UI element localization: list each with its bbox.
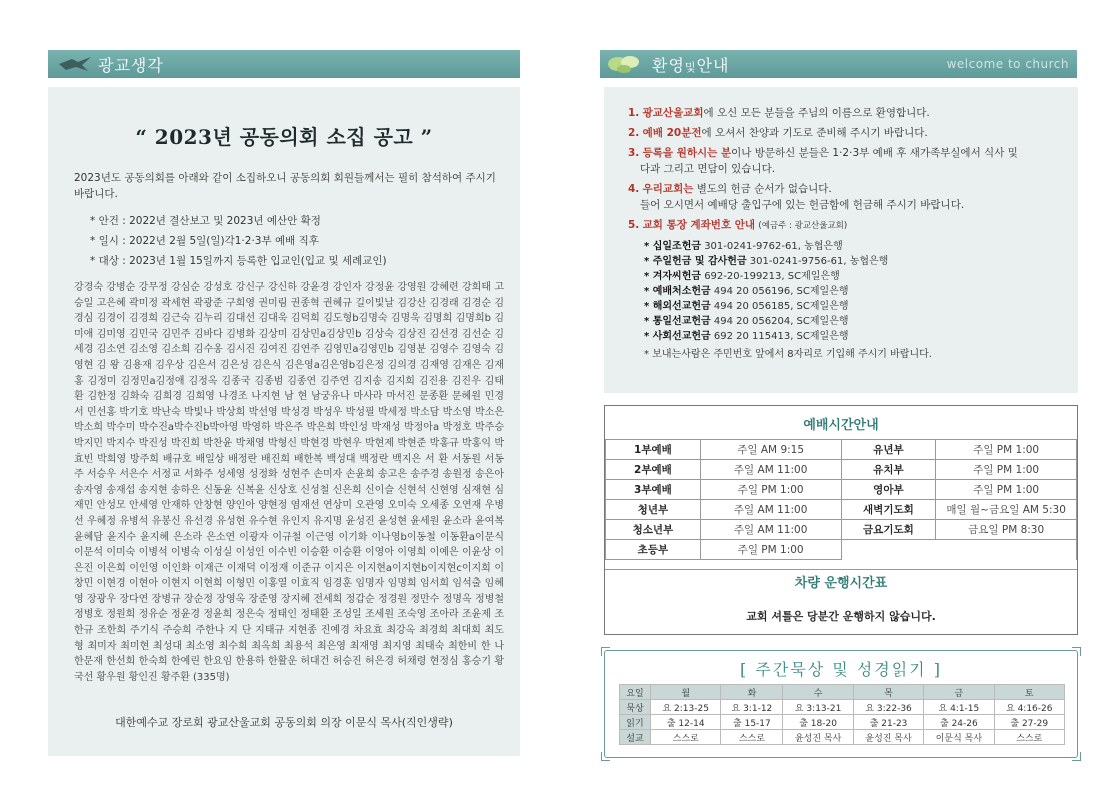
right-header-title <box>652 53 729 76</box>
welcome-small: (예금주 : 광교산울교회) <box>758 221 848 231</box>
notice-items <box>90 211 387 271</box>
welcome-em: 등록을 원하시는 분 <box>642 147 732 159</box>
worship-table <box>605 439 1077 560</box>
worship-name: 1부예배 <box>606 440 701 460</box>
corner-ornament <box>1072 647 1081 656</box>
account-label: * 해외선교헌금 <box>644 301 711 312</box>
row-label: 묵상 <box>620 700 651 715</box>
account-line <box>644 282 849 297</box>
worship-name: 청년부 <box>606 500 701 520</box>
leaf-icon <box>606 52 646 76</box>
account-line <box>644 237 843 252</box>
vehicle-section <box>605 569 1077 636</box>
header-title-end: 안내 <box>696 55 730 75</box>
account-label: * 사회선교헌금 <box>644 331 711 342</box>
worship-time: 주일 PM 1:00 <box>700 480 841 500</box>
table-header-cell: 토 <box>994 685 1064 700</box>
worship-name: 3부예배 <box>606 480 701 500</box>
table-cell: 출 24-26 <box>924 715 994 730</box>
account-value: 494 20 056185, SC제일은행 <box>710 301 849 312</box>
worship-name: 영아부 <box>841 480 936 500</box>
table-cell: 이문식 목사 <box>924 730 994 745</box>
account-label: * 주일헌금 및 감사헌금 <box>644 256 747 267</box>
table-row <box>620 730 1065 745</box>
worship-time: 주일 PM 1:00 <box>936 480 1077 500</box>
table-row <box>606 540 1077 560</box>
notice-item-target: * 대상 : 2023년 1월 15일까지 등록한 입교인(입교 및 세례교인) <box>90 255 387 267</box>
account-value: 494 20 056204, SC제일은행 <box>710 316 849 327</box>
notice-intro: 2023년도 공동의회를 아래와 같이 소집하오니 공동의회 회원들께서는 필히 참석하여 주시기 바랍니다. <box>74 172 496 200</box>
welcome-em: 교회 통장 계좌번호 안내 <box>642 219 756 231</box>
table-row <box>606 480 1077 500</box>
table-cell: 요 2:13-25 <box>651 700 721 715</box>
worship-name: 새벽기도회 <box>841 500 936 520</box>
worship-time: 주일 PM 1:00 <box>936 460 1077 480</box>
notice-item-agenda: * 안건 : 2022년 결산보고 및 2023년 예산안 확정 <box>90 215 321 227</box>
worship-time: 주일 PM 1:00 <box>936 440 1077 460</box>
welcome-rest: 에 오신 모든 분들을 주님의 이름으로 환영합니다. <box>703 107 930 119</box>
welcome-item <box>628 125 928 140</box>
corner-ornament <box>601 647 610 656</box>
account-label: * 통일선교헌금 <box>644 316 711 327</box>
account-value: 494 20 056196, SC제일은행 <box>710 286 849 297</box>
row-label: 설교 <box>620 730 651 745</box>
welcome-rest: 이나 방문하신 분들은 1·2·3부 예배 후 새가족부실에서 식사 및 <box>731 147 1018 159</box>
table-cell: 요 4:1-15 <box>924 700 994 715</box>
worship-name: 초등부 <box>606 540 701 560</box>
welcome-item <box>628 145 1018 160</box>
worship-name: 금요기도회 <box>841 520 936 540</box>
vehicle-title: 차량 운행시간표 <box>794 576 888 591</box>
welcome-num: 3. <box>628 147 640 159</box>
welcome-panel <box>604 87 1078 393</box>
table-row <box>620 715 1065 730</box>
notice-signature: 대한예수교 장로회 광교산울교회 공동의회 의장 이문식 목사(직인생략) <box>115 716 453 729</box>
worship-name: 2부예배 <box>606 460 701 480</box>
table-header-cell: 수 <box>783 685 853 700</box>
table-cell: 스스로 <box>651 730 721 745</box>
notice-panel <box>48 87 520 756</box>
welcome-item <box>628 217 847 232</box>
header-title-small: 및 <box>684 60 697 74</box>
table-cell: 출 15-17 <box>721 715 783 730</box>
welcome-num: 1. <box>628 107 640 119</box>
meditation-title: [ 주간묵상 및 성경읽기 ] <box>740 660 942 679</box>
corner-ornament <box>1072 752 1081 761</box>
welcome-em: 우리교회는 <box>642 183 694 195</box>
welcome-item-line2: 다과 그리고 면담이 있습니다. <box>640 163 776 175</box>
left-header-title: 광교생각 <box>98 55 164 75</box>
account-line <box>644 267 840 282</box>
table-cell: 요 3:22-36 <box>853 700 923 715</box>
table-header-cell: 목 <box>853 685 923 700</box>
table-cell: 스스로 <box>721 730 783 745</box>
row-label: 읽기 <box>620 715 651 730</box>
welcome-num: 5. <box>628 219 640 231</box>
account-line <box>644 327 849 342</box>
table-header-cell: 요일 <box>620 685 651 700</box>
member-names: 강경숙 강병순 강무정 강심순 강성호 강신구 강신하 강윤경 강인자 강정윤 강영원 강혜련 강희태 고승일 고은혜 곽미정 곽세현 곽광준 구희영 권미림 권종혁 권혜규 길이빛날 김강산 김경래 김경순 김경심 김경이 김경희 김근숙 김누리 김대선 김대욱 김덕희 김도형b김명숙 김명욱 김명희 김명희b 김미애 김미영 김민국 김민주 김바다 김병화 김상미 김상민a김상민b 김상숙 김상진 김선경 김선순 김세경 김소연 김소영 김소희 김수옹 김시진 김여진 김연주 김영민a김영민b 김영분 김영수 김영숙 김영현 김 왕 김용재 김우상 김은서 김은성 김은식 김은영a김은영b김은정 김의경 김재영 김재은 김재홍 김정미 김정민a김정애 김정옥 김종국 김종범 김종연 김주연 김지송 김지희 김진용 김진우 김태환 김한정 김화숙 김희경 김희영 나경조 나지현 남 현 남궁유나 마사라 마서진 문종환 문혜원 민경서 민선홍 박기호 박난숙 박빛나 박상희 박선영 박성경 박성우 박성필 박세정 박소담 박소영 박소은 박소희 박수미 박수진a박수진b박아영 박영하 박은주 박은희 박인성 박재성 박정아a 박정호 박주승 박지민 박지수 박진성 박진희 박찬윤 박채영 박형신 박현경 박현우 박현제 박현준 박홍규 박홍익 박효빈 박희영 방주희 배규호 배일상 배정란 배진희 배한복 백성대 백정란 백지은 서 환 서동원 서동주 서승우 서은수 서정교 서화주 성세영 성정화 성현주 손미자 손윤희 송고은 송주경 송원정 송은아 송자영 송재섭 송지현 송하은 신동윤 신복윤 신상호 신성철 신은희 신이슬 신현석 신현영 심재현 심재민 안성모 안세영 안재하 안창현 양인아 양현정 염재선 연상미 오관영 오미숙 오세종 오연재 우병선 우혜정 유병석 유봉신 유선경 유성현 유수현 유인지 유지명 윤성진 윤성현 윤세원 윤소라 윤여복 윤혜담 윤지수 윤지혜 은소라 은소연 이광자 이규철 이근영 이기화 이나영b이동철 이동환a이문식 이문석 이미숙 이병석 이병숙 이성실 이성인 이수빈 이승환 이승환 이영아 이영희 이예은 이윤상 이은진 이은희 이인영 이인화 이재근 이재덕 이정재 이준규 이지은 이지현a이지현b이지현c이지희 이창민 이현경 이현아 이현지 이현희 이형민 이홍열 이효직 임경훈 임명자 임명희 임서희 임석출 임혜영 장광우 장다연 장병규 장순정 장영옥 장준영 장지혜 전세희 정갑순 정경원 정만수 정명옥 정병철 정병호 정원희 정유순 정윤경 정윤희 정은숙 정태인 정태환 조성일 조세원 조숙영 조아라 조윤제 조한규 조한희 주기식 주승희 주한나 지 단 지태규 지현종 진예경 차요효 최강옥 최경희 최대희 최도형 최미자 최미현 최성대 최소영 최수희 최옥희 최용석 최은영 최재영 최지영 최태숙 최한비 한 나 한문재 한선희 한숙희 한예린 한요임 한용하 한활운 허대건 허승진 허은경 허채령 현정심 홍승기 황국선 황우원 황인진 황주환 (335명) <box>74 282 504 683</box>
table-header-cell: 금 <box>924 685 994 700</box>
right-header <box>600 50 1077 78</box>
worship-time: 매일 월~금요일 AM 5:30 <box>936 500 1077 520</box>
worship-time: 금요일 PM 8:30 <box>936 520 1077 540</box>
worship-time: 주일 AM 11:00 <box>700 520 841 540</box>
welcome-em: 예배 20분전 <box>642 127 702 139</box>
worship-time: 주일 AM 9:15 <box>700 440 841 460</box>
notice-item-date: * 일시 : 2022년 2월 5일(일)각1·2·3부 예배 직후 <box>90 235 319 247</box>
right-header-subtitle: welcome to church <box>946 57 1069 71</box>
table-cell: 출 21-23 <box>853 715 923 730</box>
worship-time: 주일 PM 1:00 <box>700 540 841 560</box>
header-title-main: 환영 <box>652 55 685 75</box>
corner-ornament <box>601 752 610 761</box>
worship-time: 주일 AM 11:00 <box>700 460 841 480</box>
account-value: 692 20 115413, SC제일은행 <box>710 331 849 342</box>
welcome-item <box>628 181 832 196</box>
account-line <box>644 312 849 327</box>
meditation-box <box>604 650 1078 758</box>
welcome-rest: 별도의 헌금 순서가 없습니다. <box>693 183 832 195</box>
worship-title: 예배시간안내 <box>803 418 879 433</box>
worship-name: 유치부 <box>841 460 936 480</box>
worship-schedule <box>604 405 1078 635</box>
worship-name: 유년부 <box>841 440 936 460</box>
welcome-item <box>628 105 930 120</box>
account-label: * 십일조헌금 <box>644 241 702 252</box>
account-line <box>644 297 849 312</box>
welcome-rest: 에 오셔서 찬양과 기도로 준비해 주시기 바랍니다. <box>701 127 928 139</box>
table-cell: 윤성진 목사 <box>853 730 923 745</box>
table-header-row <box>620 685 1065 700</box>
account-line <box>644 252 888 267</box>
bird-icon <box>58 55 92 73</box>
welcome-num: 2. <box>628 127 640 139</box>
table-header-cell: 월 <box>651 685 721 700</box>
account-value: 692-20-199213, SC제일은행 <box>701 271 840 282</box>
welcome-item-line2: 들어 오시면서 예배당 출입구에 있는 헌금함에 헌금해 주시기 바랍니다. <box>640 199 965 211</box>
left-header <box>48 50 520 78</box>
account-label: * 겨자씨헌금 <box>644 271 702 282</box>
table-cell: 스스로 <box>994 730 1064 745</box>
table-cell: 요 4:16-26 <box>994 700 1064 715</box>
table-cell: 요 3:1-12 <box>721 700 783 715</box>
table-row <box>620 700 1065 715</box>
table-cell: 출 18-20 <box>783 715 853 730</box>
table-row <box>606 440 1077 460</box>
table-row <box>606 520 1077 540</box>
account-label: * 예배처소헌금 <box>644 286 711 297</box>
table-cell: 윤성진 목사 <box>783 730 853 745</box>
notice-title: “ 2023년 공동의회 소집 공고 ” <box>135 125 433 149</box>
table-row <box>606 460 1077 480</box>
worship-name: 청소년부 <box>606 520 701 540</box>
welcome-em: 광교산울교회 <box>642 107 704 119</box>
table-header-cell: 화 <box>721 685 783 700</box>
table-cell: 출 12-14 <box>651 715 721 730</box>
table-cell: 요 3:13-21 <box>783 700 853 715</box>
meditation-table <box>619 684 1065 745</box>
vehicle-text: 교회 셔틀은 당분간 운행하지 않습니다. <box>746 610 936 623</box>
empty-cell <box>936 540 1077 560</box>
account-value: 301-0241-9756-61, 농협은행 <box>746 256 889 267</box>
account-value: 301-0241-9762-61, 농협은행 <box>701 241 843 252</box>
welcome-num: 4. <box>628 183 640 195</box>
table-cell: 출 27-29 <box>994 715 1064 730</box>
table-row <box>606 500 1077 520</box>
worship-time: 주일 AM 11:00 <box>700 500 841 520</box>
account-note: * 보내는사람은 주민번호 앞에서 8자리로 기입해 주시기 바랍니다. <box>644 349 932 360</box>
empty-cell <box>841 540 936 560</box>
